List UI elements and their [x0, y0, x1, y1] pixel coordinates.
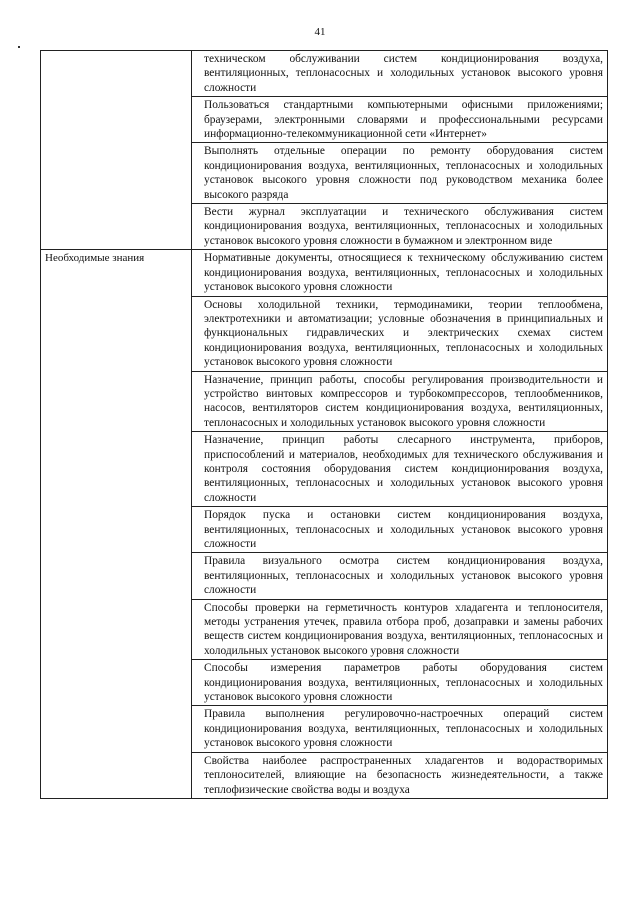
list-item: Способы измерения параметров работы оборудования систем кондиционирования воздуха, вентиляционных, теплонасосных и холодильных установок высокого уровня сложности [192, 660, 607, 706]
list-item: Правила выполнения регулировочно-настроечных операций систем кондиционирования воздуха, вентиляционных, теплонасосных и холодильных установок высокого уровня сложности [192, 706, 607, 752]
list-item: Назначение, принцип работы, способы регулирования производительности и устройство винтовых компрессоров и турбокомпрессоров, теплообменников, насосов, вентиляторов систем кондиционирования воздуха, вентиляционных, теплонасосных и холодильных установок высокого уровня сложности [192, 372, 607, 433]
competency-table [40, 50, 608, 799]
row-label [41, 51, 192, 250]
row-content [192, 51, 608, 250]
list-item: Способы проверки на герметичность контуров хладагента и теплоносителя, методы устранения утечек, правила отбора проб, дозаправки и замены рабочих веществ систем кондиционирования воздуха, вентиляционных, теплонасосных и холодильных установок высокого уровня сложности [192, 600, 607, 661]
list-item: Правила визуального осмотра систем кондиционирования воздуха, вентиляционных, теплонасосных и холодильных установок высокого уровня сложности [192, 553, 607, 599]
list-item: Вести журнал эксплуатации и технического обслуживания систем кондиционирования воздуха, вентиляционных, теплонасосных и холодильных установок высокого уровня сложности в бумажном и электронном виде [204, 206, 603, 247]
scan-mark [18, 46, 20, 48]
list-item: техническом обслуживании систем кондиционирования воздуха, вентиляционных, теплонасосных и холодильных установок высокого уровня сложности [192, 51, 607, 97]
list-item: Нормативные документы, относящиеся к техническому обслуживанию систем кондиционирования воздуха, вентиляционных, теплонасосных и холодильных установок высокого уровня сложности [192, 250, 607, 296]
page-number: 41 [314, 26, 326, 38]
row-label: Необходимые знания [41, 250, 192, 799]
list-item: Выполнять отдельные операции по ремонту оборудования систем кондиционирования воздуха, вентиляционных, теплонасосных и холодильных установок высокого уровня сложности под руководством механика более высокого разряда [192, 143, 607, 204]
list-item: Свойства наиболее распространенных хладагентов и водорастворимых теплоносителей, влияющие на безопасность жизнедеятельности, а также теплофизические свойства воды и воздуха [204, 754, 603, 796]
list-item: Пользоваться стандартными компьютерными офисными приложениями; браузерами, электронными словарями и профессиональными ресурсами информационно-телекоммуникационной сети «Интернет» [192, 97, 607, 143]
table-row [41, 250, 608, 799]
list-item: Основы холодильной техники, термодинамики, теории теплообмена, электротехники и автоматизации; условные обозначения в принципиальных и функциональных гидравлических и электрических схемах систем кондиционирования воздуха, вентиляционных, теплонасосных и холодильных установок высокого уровня сложности [192, 297, 607, 372]
row-content [192, 250, 608, 799]
list-item: Порядок пуска и остановки систем кондиционирования воздуха, вентиляционных, теплонасосных и холодильных установок высокого уровня сложности [192, 507, 607, 553]
list-item: Назначение, принцип работы слесарного инструмента, приборов, приспособлений и материалов, необходимых для технического обслуживания и контроля состояния оборудования систем кондиционирования воздуха, вентиляционных, теплонасосных и холодильных установок высокого уровня сложности [192, 432, 607, 507]
table-row [41, 51, 608, 250]
